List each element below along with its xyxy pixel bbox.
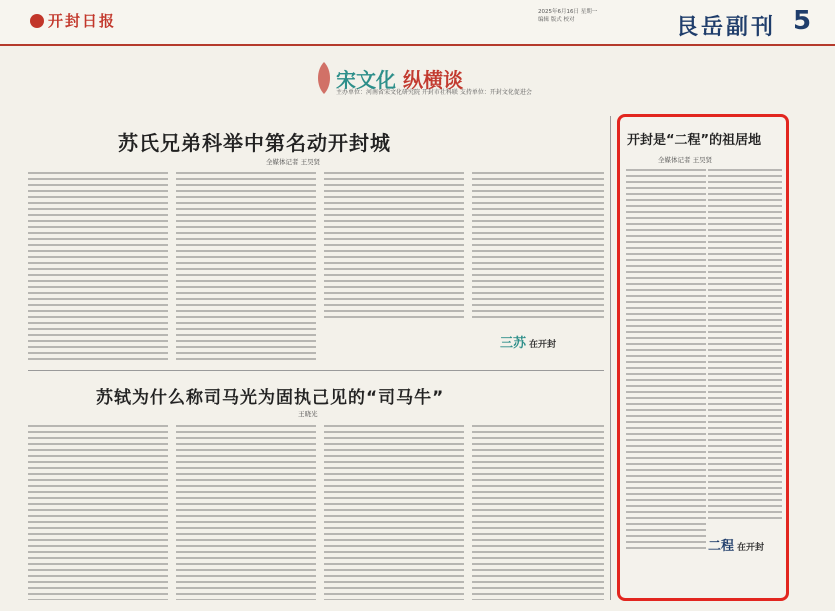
- section-title: 艮岳副刊: [676, 14, 777, 40]
- banner-title-main: 宋文化: [336, 68, 396, 92]
- highlighted-article-box: [617, 114, 789, 601]
- issue-info: [538, 8, 658, 24]
- article-2-text-col-1: [28, 425, 168, 600]
- column-banner: [314, 58, 532, 102]
- logo-text: 开封日报: [48, 12, 117, 30]
- article-3-byline: 全媒体记者 王昊贤: [658, 156, 713, 164]
- article-1-text-col-1: [28, 172, 168, 362]
- ercheng-stamp: [708, 535, 764, 554]
- article-1-byline: 全媒体记者 王昊贤: [266, 158, 321, 166]
- sansu-stamp: [500, 332, 556, 351]
- article-3-text-col-2: [708, 169, 782, 519]
- article-2-text-col-4: [472, 425, 604, 600]
- newspaper-logo: [30, 10, 116, 31]
- logo-icon: [30, 14, 44, 28]
- banner-ornament-icon: [314, 60, 334, 96]
- sansu-stamp-small: 在开封: [529, 340, 557, 350]
- article-2-byline: 王晓光: [298, 410, 318, 418]
- article-1-text-col-2: [176, 172, 316, 362]
- article-divider: [28, 370, 604, 371]
- article-2-headline: 苏轼为什么称司马光为固执己见的“司马牛”: [96, 388, 445, 408]
- ercheng-stamp-small: 在开封: [737, 543, 765, 553]
- banner-subtitle: 主办单位：河南省宋文化研究院 开封市社科联 支持单位：开封文化促进会: [336, 89, 532, 96]
- article-3-headline: 开封是“二程”的祖居地: [627, 133, 762, 148]
- ercheng-stamp-big: 二程: [708, 539, 735, 554]
- masthead: [0, 0, 835, 46]
- issue-editors: 编辑 版式 校对: [538, 17, 575, 23]
- article-2-text-col-3: [324, 425, 464, 600]
- issue-date: 2025年6月16日 星期一: [538, 9, 598, 15]
- article-1-text-col-3: [324, 172, 464, 322]
- page-number: 5: [793, 6, 812, 36]
- article-2-text-col-2: [176, 425, 316, 600]
- article-3-text-col-1: [626, 169, 706, 549]
- article-1-text-col-4: [472, 172, 604, 322]
- column-divider: [610, 116, 611, 600]
- banner-title-accent: 纵横谈: [402, 68, 463, 92]
- sansu-stamp-big: 三苏: [500, 336, 527, 351]
- article-1-headline: 苏氏兄弟科举中第名动开封城: [118, 131, 391, 155]
